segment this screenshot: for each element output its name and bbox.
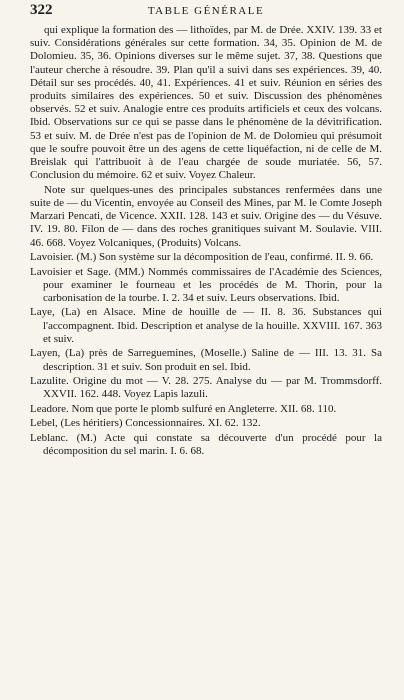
- entry-leblanc: Leblanc. (M.) Acte qui constate sa découverte d'un procédé pour la décomposition du sel marin. I. 6. 68.: [30, 431, 382, 457]
- page-number: 322: [30, 2, 53, 18]
- running-title: TABLE GÉNÉRALE: [147, 5, 265, 17]
- entry-layen: Layen, (La) près de Sarreguemines, (Moselle.) Saline de — III. 13. 31. Sa description. 31 et suiv. Son produit en sel. Ibid.: [30, 347, 382, 373]
- index-entries: [30, 24, 382, 458]
- entry-continuation: qui explique la formation des — lithoïdes, par M. de Drée. XXIV. 139. 33 et suiv. Considérations générales sur cette formation. 34, 35. Opinion de M. de Dolomieu. 35, 36. Opinions diverses sur le même sujet. 37, 38. Questions que l'auteur cherche à résoudre. 39. Plan qu'il a suivi dans ses expériences. 39, 40. Détail sur ses procédés. 40, 41. Expériences. 41 et suiv. Réunion en séries des produits similaires des expériences. 50 et suiv. Discussion des phénomènes observés. 52 et suiv. Analogie entre ces produits artificiels et ceux des volcans. Ibid. Observations sur ce qui se passe dans le phénomène de la dévitrification. 53 et suiv. M. de Drée n'est pas de l'opinion de M. de Dolomieu qui présumoit que le soufre pouvoit être un des agens de cette liquéfaction, ni de celle de M. Breislak qui l'attribuoit à de l'eau chargée de soude muriatée. 56, 57. Conclusion du mémoire. 62 et suiv. Voyez Chaleur.: [30, 24, 382, 182]
- entry-leadore: Leadore. Nom que porte le plomb sulfuré en Angleterre. XII. 68. 110.: [30, 402, 337, 415]
- entry-lavoisier-sage: Lavoisier et Sage. (MM.) Nommés commissaires de l'Académie des Sciences, pour examiner le fourneau et les procédés de M. Thorin, pour la carbonisation de la tourbe. I. 2. 34 et suiv. Leurs observations. Ibid.: [30, 265, 382, 304]
- entry-laye: Laye, (La) en Alsace. Mine de houille de — II. 8. 36. Substances qui l'accompagnent. Ibid. Description et analyse de la houille. XXVIII. 167. 363 et suiv.: [30, 306, 382, 345]
- entry-lazulite: Lazulite. Origine du mot — V. 28. 275. Analyse du — par M. Trommsdorff. XXVII. 162. 448. Voyez Lapis lazuli.: [30, 375, 382, 401]
- page-header: [30, 0, 382, 24]
- entry-note: Note sur quelques-unes des principales substances renfermées dans une suite de — du Vicentin, envoyée au Conseil des Mines, par M. le Comte Joseph Marzari Pencati, de Vicence. XXII. 128. 143 et suiv. Origine des — du Vésuve. IV. 19. 80. Filon de — dans des roches granitiques suivant M. Soulavie. VIII. 46. 668. Voyez Volcaniques, (Produits) Volcans.: [30, 183, 382, 249]
- entry-lavoisier: Lavoisier. (M.) Son système sur la décomposition de l'eau, confirmé. II. 9. 66.: [30, 251, 374, 264]
- entry-lebel: Lebel, (Les héritiers) Concessionnaires. XI. 62. 132.: [30, 417, 261, 430]
